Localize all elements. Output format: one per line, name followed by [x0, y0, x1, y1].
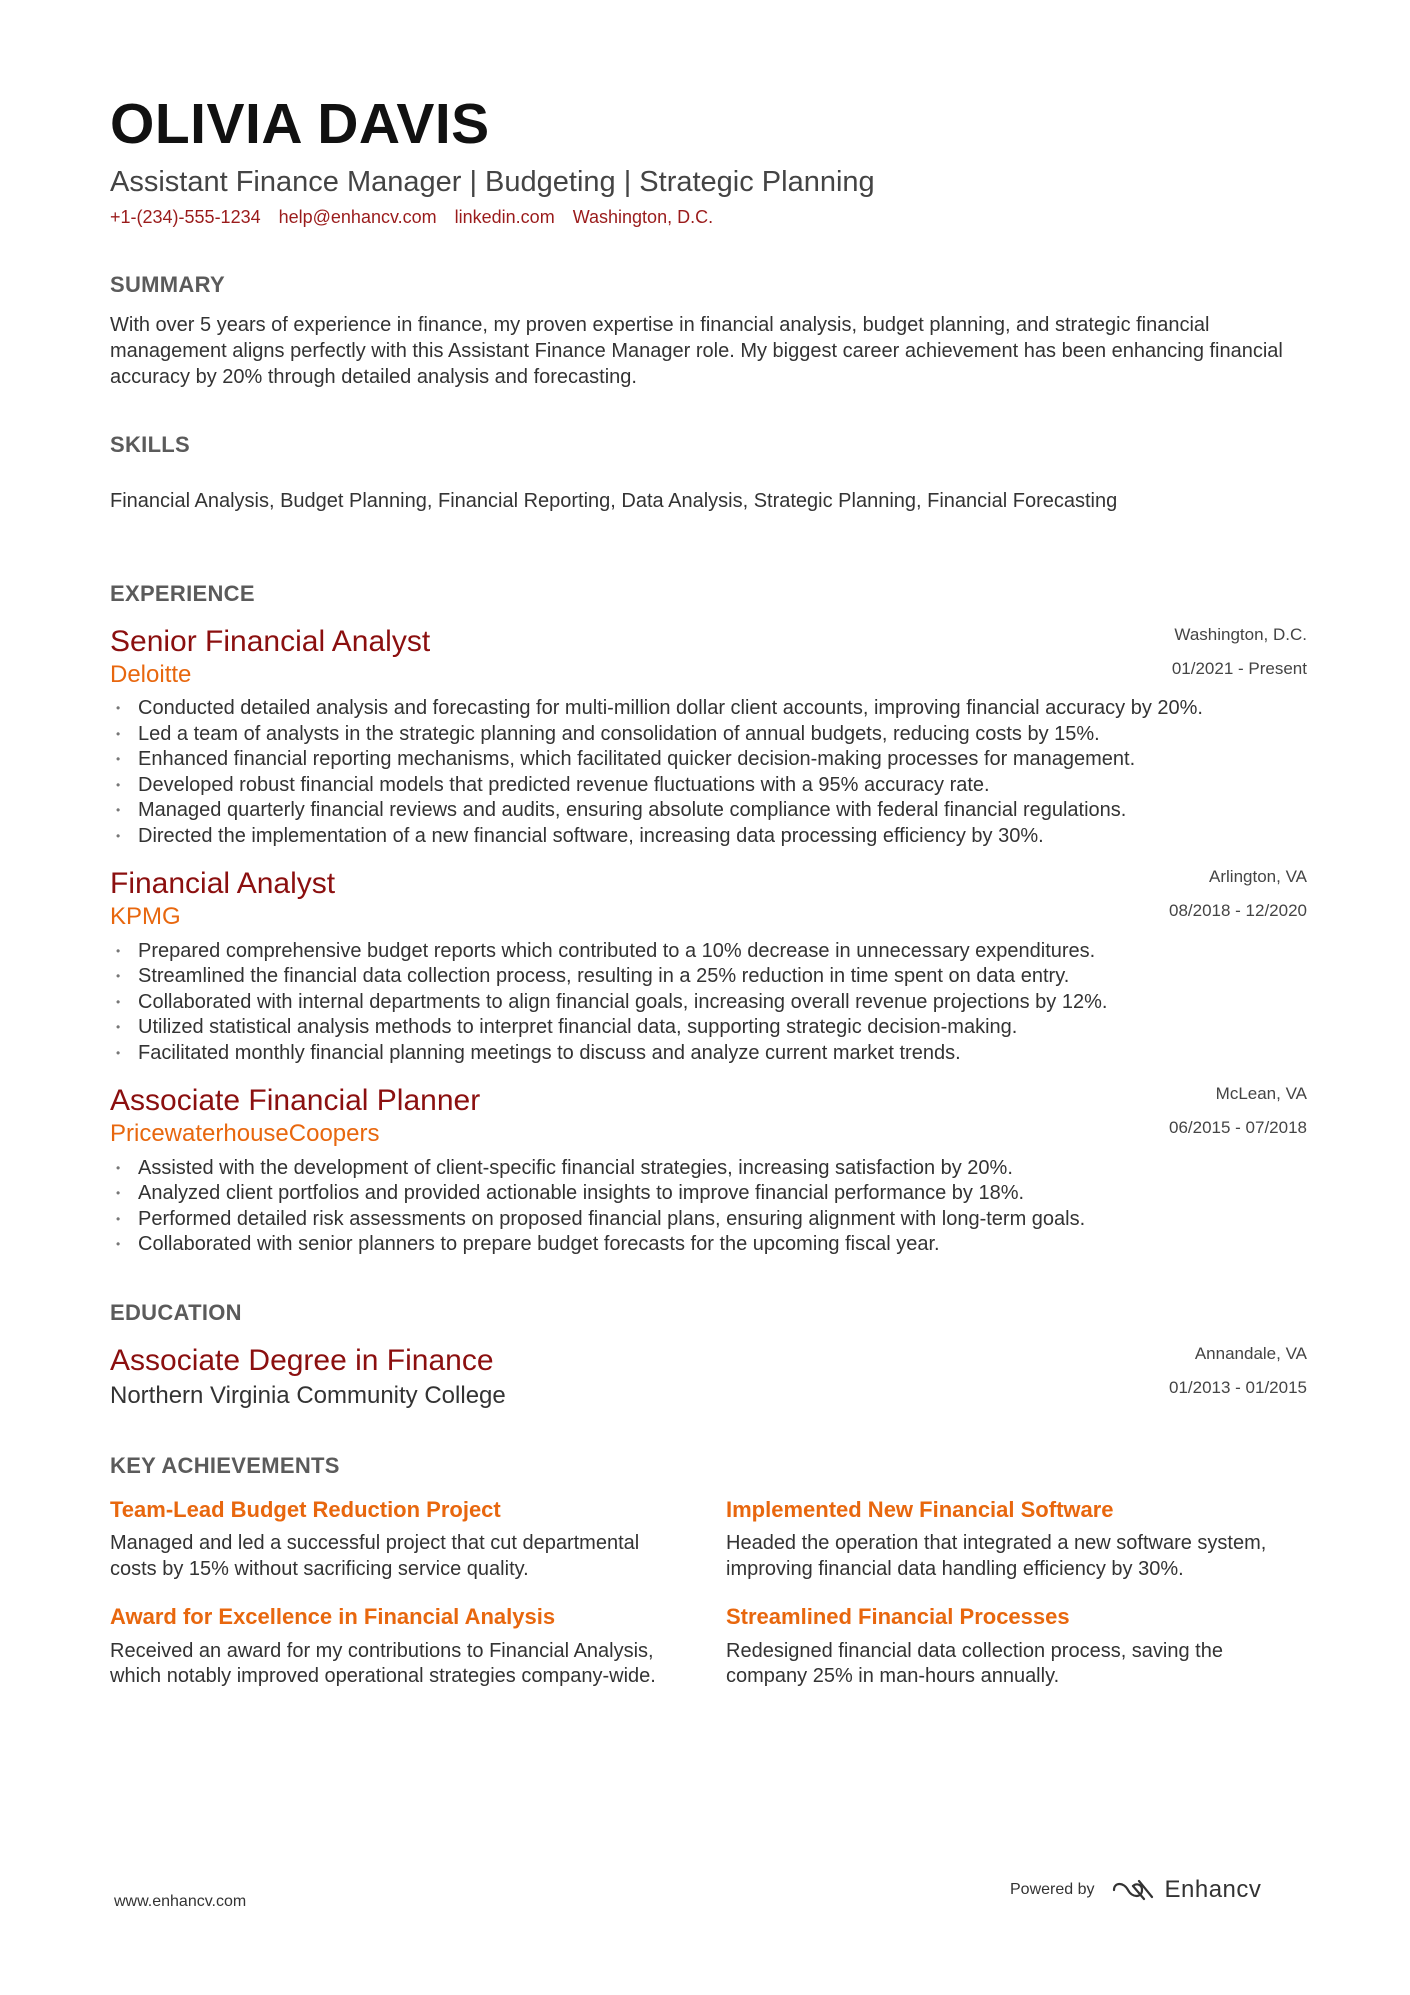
education-meta: [1169, 1344, 1307, 1398]
job-bullet: • Enhanced financial reporting mechanisms, which facilitated quicker decision-making processes for management.: [110, 747, 1307, 773]
achievement-title: Award for Excellence in Financial Analysis: [110, 1604, 556, 1630]
candidate-headline: Assistant Finance Manager | Budgeting | Strategic Planning: [110, 166, 875, 198]
summary-heading: SUMMARY: [110, 271, 225, 297]
achievement-item: [110, 1604, 670, 1689]
skills-heading: SKILLS: [110, 431, 191, 457]
education-degree: Associate Degree in Finance: [110, 1343, 494, 1377]
job-bullet: • Prepared comprehensive budget reports which contributed to a 10% decrease in unnecessary expenditures.: [110, 939, 1307, 965]
experience-heading: EXPERIENCE: [110, 580, 255, 606]
achievements-grid: [110, 1497, 1307, 1690]
job-location: McLean, VA: [1215, 1084, 1307, 1104]
job-meta: [1169, 1084, 1307, 1138]
contact-location: Washington, D.C.: [572, 206, 714, 227]
brand-name: Enhancv: [1164, 1876, 1262, 1903]
education-location: Annandale, VA: [1194, 1343, 1307, 1363]
achievement-description: Headed the operation that integrated a new software system, improving financial data handling efficiency by 30%.: [726, 1532, 1267, 1580]
job-title: Senior Financial Analyst: [110, 624, 431, 658]
job-bullet: • Assisted with the development of client-specific financial strategies, increasing satisfaction by 20%.: [110, 1156, 1307, 1182]
contact-phone[interactable]: +1-(234)-555-1234: [110, 206, 261, 227]
powered-by-label: Powered by: [1010, 1881, 1095, 1898]
footer-branding: [1010, 1876, 1261, 1904]
education-entry: [110, 1344, 1307, 1409]
achievement-description: Received an award for my contributions to Financial Analysis, which notably improved operational strategies company-wide.: [110, 1639, 656, 1688]
skills-list: Financial Analysis, Budget Planning, Financial Reporting, Data Analysis, Strategic Planning, Financial Forecasting: [110, 489, 1118, 512]
achievement-description: Redesigned financial data collection process, saving the company 25% in man-hours annually.: [726, 1639, 1223, 1688]
achievement-title: Implemented New Financial Software: [726, 1496, 1114, 1522]
job-company: KPMG: [110, 903, 181, 931]
job-bullet: • Streamlined the financial data collection process, resulting in a 25% reduction in time spent on data entry.: [110, 964, 1307, 990]
resume-content: [110, 92, 1307, 1690]
achievement-title: Streamlined Financial Processes: [726, 1604, 1070, 1630]
achievement-item: [726, 1497, 1286, 1582]
job-bullet: • Led a team of analysts in the strategic planning and consolidation of annual budgets, reducing costs by 15%.: [110, 722, 1307, 748]
job-title: Associate Financial Planner: [110, 1084, 481, 1118]
achievement-description: Managed and led a successful project that cut departmental costs by 15% without sacrificing service quality.: [110, 1532, 640, 1580]
job-meta: [1172, 625, 1307, 679]
summary-text: With over 5 years of experience in finance, my proven expertise in financial analysis, budget planning, and strategic financial management aligns perfectly with this Assistant Finance Manager role. My biggest career achievement has been enhancing financial accuracy by 20% through detailed analysis and forecasting.: [110, 313, 1283, 388]
education-school: Northern Virginia Community College: [110, 1381, 506, 1409]
job-bullets: [110, 696, 1307, 849]
contact-line: [110, 207, 1307, 228]
job-entry: [110, 867, 1307, 1066]
job-location: Washington, D.C.: [1174, 624, 1307, 644]
job-bullet: • Collaborated with internal departments to align financial goals, increasing overall revenue projections by 12%.: [110, 990, 1307, 1016]
job-bullets: [110, 1156, 1307, 1258]
enhancv-logo-icon: [1111, 1877, 1155, 1903]
job-bullet: • Managed quarterly financial reviews and audits, ensuring absolute compliance with federal financial regulations.: [110, 798, 1307, 824]
contact-email[interactable]: help@enhancv.com: [278, 206, 437, 227]
job-meta: [1169, 867, 1307, 921]
job-company: Deloitte: [110, 660, 192, 688]
job-dates: 01/2021 - Present: [1171, 658, 1307, 678]
job-entry: [110, 625, 1307, 849]
job-bullet: • Analyzed client portfolios and provided actionable insights to improve financial performance by 18%.: [110, 1181, 1307, 1207]
achievement-item: [726, 1604, 1286, 1689]
job-bullet: • Developed robust financial models that predicted revenue fluctuations with a 95% accuracy rate.: [110, 773, 1307, 799]
achievements-heading: KEY ACHIEVEMENTS: [110, 1452, 340, 1478]
job-dates: 06/2015 - 07/2018: [1168, 1118, 1307, 1138]
job-location: Arlington, VA: [1209, 867, 1307, 887]
job-dates: 08/2018 - 12/2020: [1168, 901, 1307, 921]
job-entry: [110, 1084, 1307, 1257]
job-bullets: [110, 939, 1307, 1067]
brand-logo[interactable]: [1111, 1876, 1262, 1904]
footer-website[interactable]: www.enhancv.com: [114, 1893, 247, 1910]
job-bullet: • Performed detailed risk assessments on proposed financial plans, ensuring alignment with long-term goals.: [110, 1207, 1307, 1233]
education-dates: 01/2013 - 01/2015: [1168, 1377, 1307, 1397]
job-company: PricewaterhouseCoopers: [110, 1120, 380, 1148]
education-heading: EDUCATION: [110, 1299, 242, 1325]
job-title: Financial Analyst: [110, 867, 336, 901]
job-bullet: • Conducted detailed analysis and forecasting for multi-million dollar client accounts, improving financial accuracy by 20%.: [110, 696, 1307, 722]
job-bullet: • Collaborated with senior planners to prepare budget forecasts for the upcoming fiscal year.: [110, 1232, 1307, 1258]
job-bullet: • Directed the implementation of a new financial software, increasing data processing efficiency by 30%.: [110, 824, 1307, 850]
job-bullet: • Utilized statistical analysis methods to interpret financial data, supporting strategic decision-making.: [110, 1015, 1307, 1041]
achievement-title: Team-Lead Budget Reduction Project: [110, 1496, 501, 1522]
contact-linkedin[interactable]: linkedin.com: [454, 206, 555, 227]
candidate-name: OLIVIA DAVIS: [110, 92, 490, 156]
achievement-item: [110, 1497, 670, 1582]
job-bullet: • Facilitated monthly financial planning meetings to discuss and analyze current market trends.: [110, 1041, 1307, 1067]
